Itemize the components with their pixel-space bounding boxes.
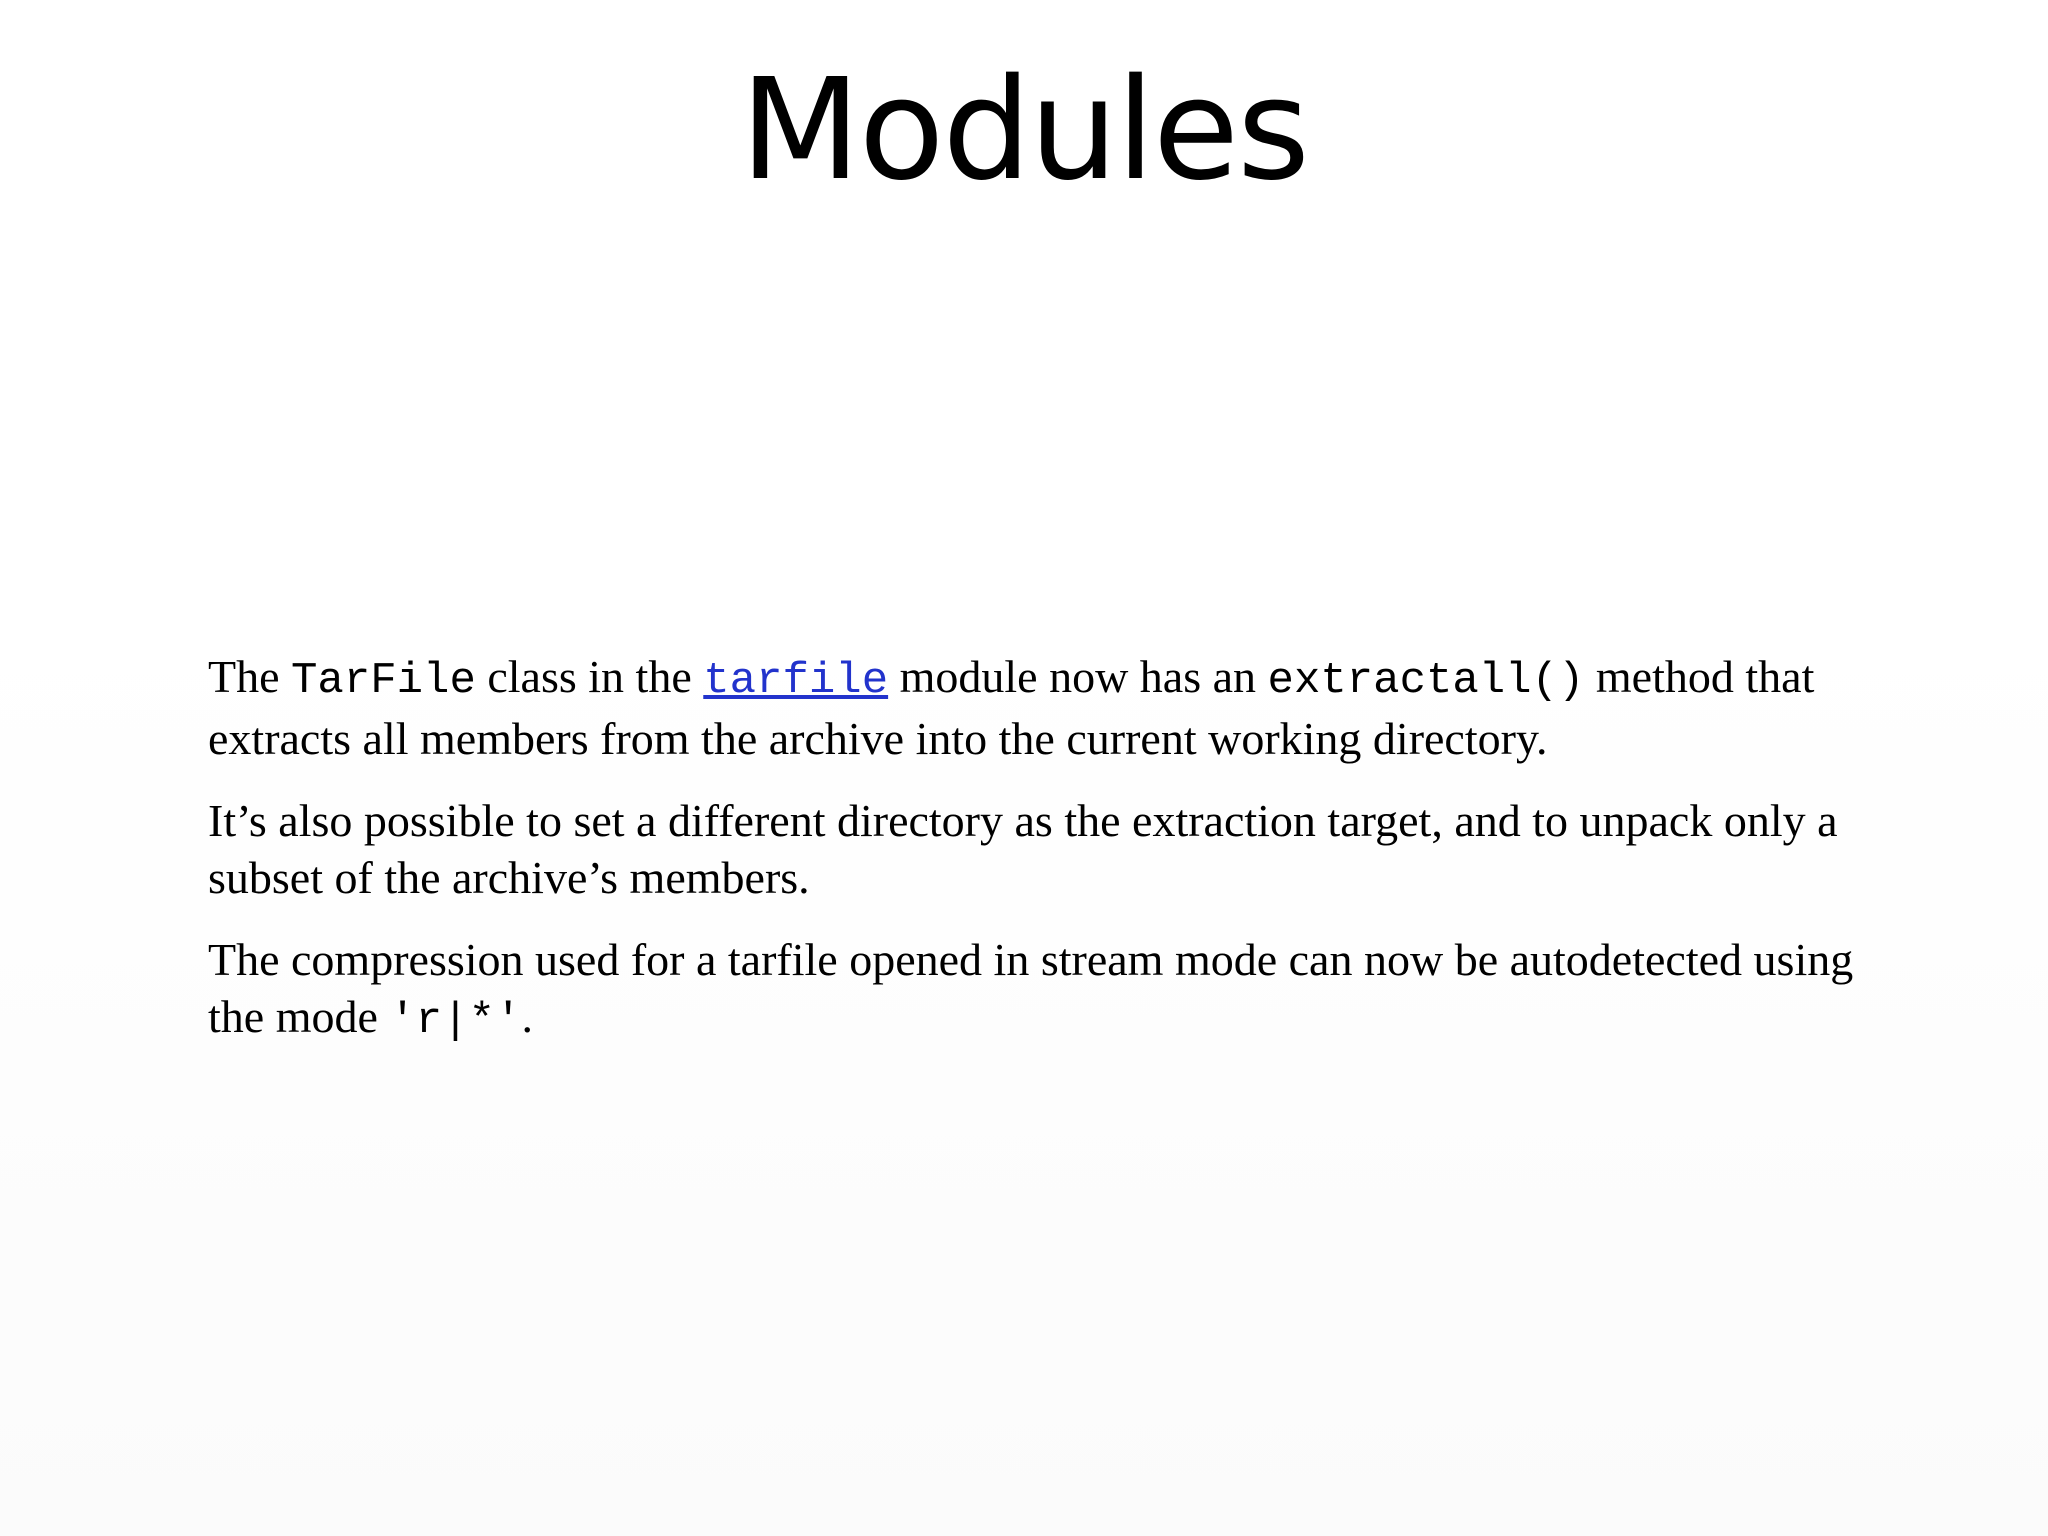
code-mode: 'r|*' [389, 996, 522, 1046]
text-segment: module now has an [888, 651, 1268, 702]
text-segment: class in the [475, 651, 704, 702]
paragraph-extractall [208, 648, 1858, 767]
code-extractall: extractall() [1267, 656, 1585, 706]
slide-title: Modules [739, 49, 1308, 212]
slide-body [208, 648, 1858, 1075]
text-segment: The compression used for a tarfile opened in stream mode can now be autodetected using the mode [208, 934, 1854, 1042]
paragraph-compression [208, 931, 1858, 1050]
tarfile-module-link[interactable]: tarfile [703, 656, 889, 706]
text-segment: method that extracts all members from the archive into the current working directory. [208, 651, 1815, 764]
text-segment: . [521, 991, 533, 1042]
code-tarfile-class: TarFile [291, 656, 476, 706]
text-segment: It’s also possible to set a different directory as the extraction target, and to unpack only a subset of the archive’s members. [208, 795, 1838, 903]
text-segment: The [208, 651, 292, 702]
paragraph-extraction-target [208, 792, 1858, 906]
